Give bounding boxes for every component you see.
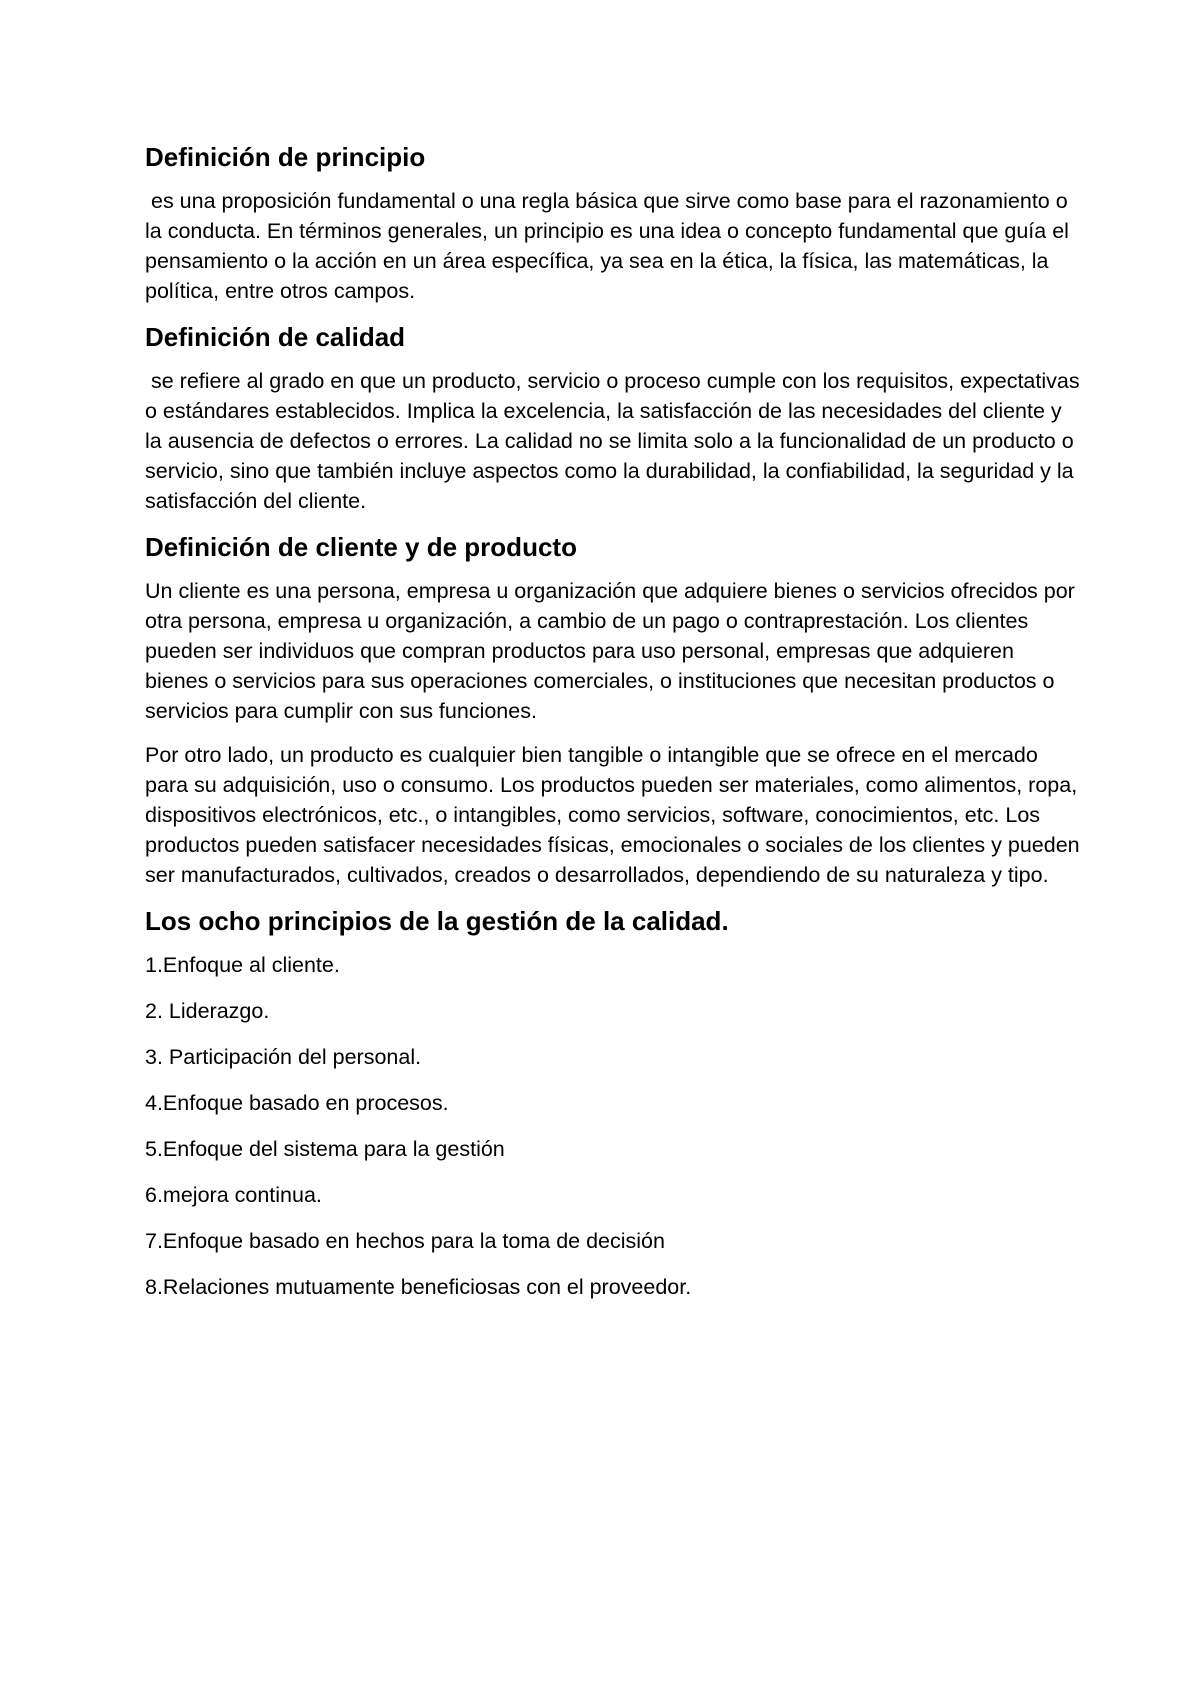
- list-item: 6.mejora continua.: [145, 1183, 322, 1207]
- section-calidad: [145, 320, 1086, 516]
- paragraph-producto: Por otro lado, un producto es cualquier bien tangible o intangible que se ofrece en el mercado para su adquisición, uso o consumo. Los productos pueden ser materiales, como alimentos, ropa, dispositivos electrónicos, etc., o intangibles, como servicios, software, conocimientos, etc. Los productos pueden satisfacer necesidades físicas, emocionales o sociales de los clientes y pueden ser manufacturados, cultivados, creados o desarrollados, dependiendo de su naturaleza y tipo.: [145, 743, 1086, 887]
- heading-principio: Definición de principio: [145, 142, 426, 172]
- list-item: 8.Relaciones mutuamente beneficiosas con el proveedor.: [145, 1275, 692, 1299]
- paragraph-principio: es una proposición fundamental o una regla básica que sirve como base para el razonamiento o la conducta. En términos generales, un principio es una idea o concepto fundamental que guía el pensamiento o la acción en un área específica, ya sea en la ética, la física, las matemáticas, la política, entre otros campos.: [145, 189, 1075, 303]
- paragraph-cliente: Un cliente es una persona, empresa u organización que adquiere bienes o servicios ofrecidos por otra persona, empresa u organización, a cambio de un pago o contraprestación. Los clientes pueden ser individuos que compran productos para uso personal, empresas que adquieren bienes o servicios para sus operaciones comerciales, o instituciones que necesitan productos o servicios para cumplir con sus funciones.: [145, 579, 1081, 723]
- list-item: 3. Participación del personal.: [145, 1045, 422, 1069]
- heading-cliente-producto: Definición de cliente y de producto: [145, 532, 577, 562]
- section-principio: [145, 140, 1080, 306]
- section-cliente-producto: [145, 530, 1086, 890]
- document-page: [145, 140, 1086, 1318]
- list-item: 1.Enfoque al cliente.: [145, 953, 340, 977]
- list-item: 2. Liderazgo.: [145, 999, 270, 1023]
- list-item: 4.Enfoque basado en procesos.: [145, 1091, 449, 1115]
- paragraph-calidad: se refiere al grado en que un producto, servicio o proceso cumple con los requisitos, expectativas o estándares establecidos. Implica la excelencia, la satisfacción de las necesidades del cliente y la ausencia de defectos o errores. La calidad no se limita solo a la funcionalidad de un producto o servicio, sino que también incluye aspectos como la durabilidad, la confiabilidad, la seguridad y la satisfacción del cliente.: [145, 369, 1086, 513]
- section-ocho-principios: [145, 904, 1080, 1302]
- heading-calidad: Definición de calidad: [145, 322, 406, 352]
- heading-ocho-principios: Los ocho principios de la gestión de la calidad.: [145, 906, 729, 936]
- list-item: 5.Enfoque del sistema para la gestión: [145, 1137, 505, 1161]
- list-item: 7.Enfoque basado en hechos para la toma de decisión: [145, 1229, 665, 1253]
- principles-list: [145, 950, 1080, 1302]
